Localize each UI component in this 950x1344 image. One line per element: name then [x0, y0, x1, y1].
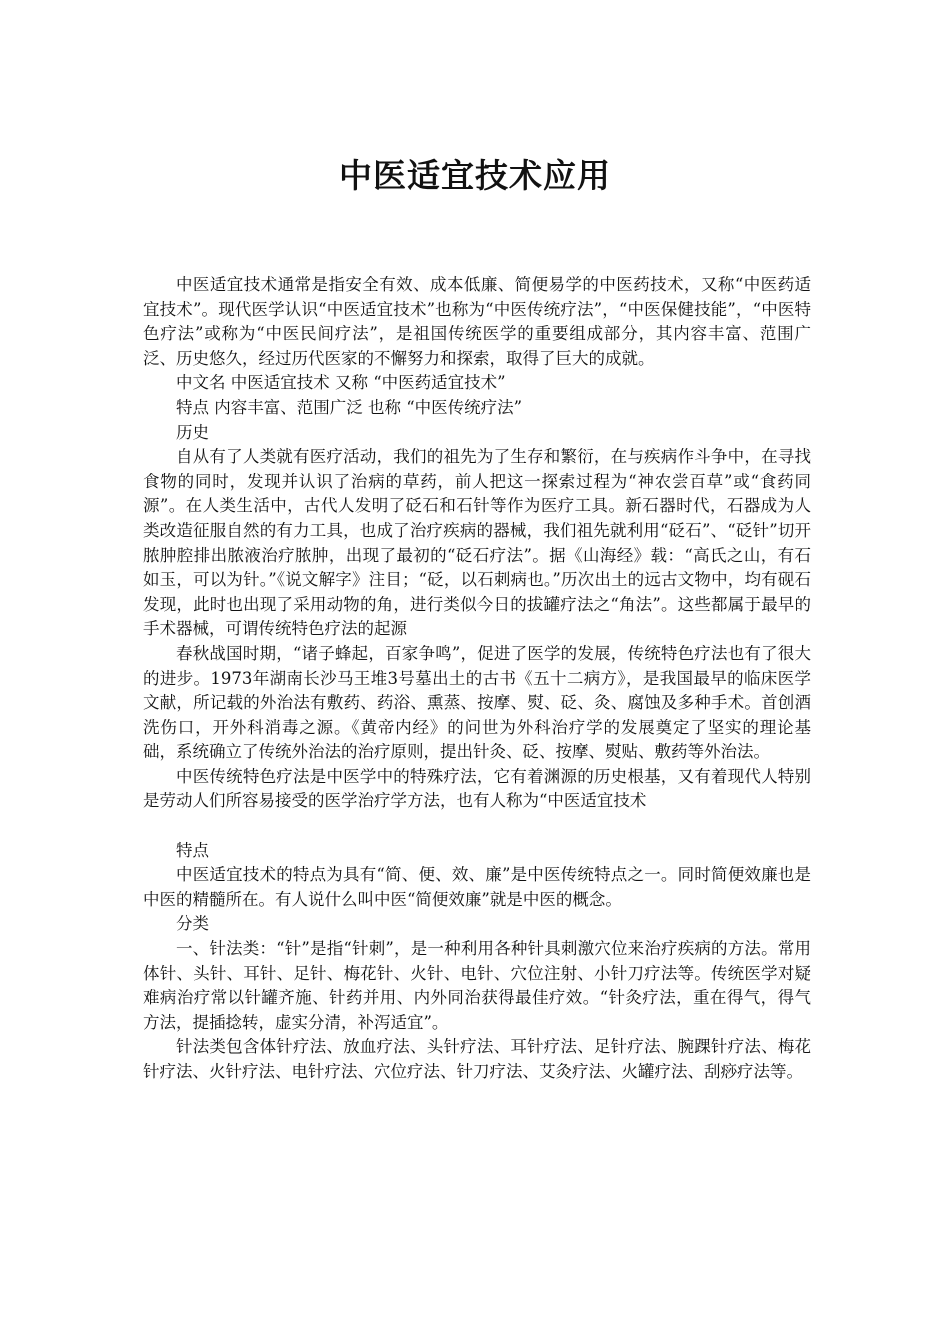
paragraph-acupuncture: 一、针法类：“针”是指“针刺”，是一种利用各种针具刺激穴位来治疗疾病的方法。常用体针、头针、耳针、足针、梅花针、火针、电针、穴位注射、小针刀疗法等。传统医学对疑难病治疗常以针罐齐施、针药并用、内外同治获得最佳疗效。“针灸疗法，重在得气，得气方法，提插捻转，虚实分清，补泻适宜”。 — [143, 939, 811, 1032]
paragraph-history-spring-autumn: 春秋战国时期，“诸子蜂起，百家争鸣”，促进了医学的发展，传统特色疗法也有了很大的进步。1973年湖南长沙马王堆3号墓出土的古书《五十二病方》，是我国最早的临床医学文献，所记载的外治法有敷药、药浴、熏蒸、按摩、熨、砭、灸、腐蚀及多种手术。首创酒洗伤口，开外科消毒之源。《黄帝内经》的问世为外科治疗学的发展奠定了坚实的理论基础，系统确立了传统外治法的治疗原则，提出针灸、砭、按摩、熨贴、敷药等外治法。 — [143, 643, 811, 762]
section-heading-history: 历史 — [176, 422, 209, 442]
section-heading-features: 特点 — [176, 840, 209, 860]
section-heading-classification: 分类 — [176, 914, 209, 934]
document-title: 中医适宜技术应用 — [339, 156, 611, 195]
document-body — [143, 273, 811, 1085]
paragraph-history-origin: 自从有了人类就有医疗活动，我们的祖先为了生存和繁衍，在与疾病作斗争中，在寻找食物的同时，发现并认识了治病的草药，前人把这一探索过程为“神农尝百草”或“食药同源”。在人类生活中，古代人发明了砭石和石针等作为医疗工具。新石器时代，石器成为人类改造征服自然的有力工具，也成了治疗疾病的器械，我们祖先就利用“砭石”、“砭针”切开脓肿腔排出脓液治疗脓肿，出现了最初的“砭石疗法”。据《山海经》载：“高氏之山，有石如玉，可以为针。”《说文解字》注目；“砭，以石刺病也。”历次出土的远古文物中，均有砚石发现，此时也出现了采用动物的角，进行类似今日的拔罐疗法之“角法”。这些都属于最早的手术器械，可谓传统特色疗法的起源 — [143, 447, 811, 639]
paragraph-traditional-therapy: 中医传统特色疗法是中医学中的特殊疗法，它有着渊源的历史根基，又有着现代人特别是劳动人们所容易接受的医学治疗学方法，也有人称为“中医适宜技术 — [143, 766, 811, 811]
paragraph-features-summary: 特点 内容丰富、范围广泛 也称 “中医传统疗法” — [176, 397, 523, 417]
paragraph-chinese-name: 中文名 中医适宜技术 又称 “中医药适宜技术” — [176, 373, 506, 393]
paragraph-features: 中医适宜技术的特点为具有“简、便、效、廉”是中医传统特点之一。同时简便效廉也是中医的精髓所在。有人说什么叫中医“简便效廉”就是中医的概念。 — [143, 865, 811, 909]
paragraph-acupuncture-list: 针法类包含体针疗法、放血疗法、头针疗法、耳针疗法、足针疗法、腕踝针疗法、梅花针疗法、火针疗法、电针疗法、穴位疗法、针刀疗法、艾灸疗法、火罐疗法、刮痧疗法等。 — [143, 1037, 811, 1081]
paragraph-intro: 中医适宜技术通常是指安全有效、成本低廉、简便易学的中医药技术，又称“中医药适宜技术”。现代医学认识“中医适宜技术”也称为“中医传统疗法”，“中医保健技能”，“中医特色疗法”或称为“中医民间疗法”，是祖国传统医学的重要组成部分，其内容丰富、范围广泛、历史悠久，经过历代医家的不懈努力和探索，取得了巨大的成就。 — [143, 275, 811, 368]
